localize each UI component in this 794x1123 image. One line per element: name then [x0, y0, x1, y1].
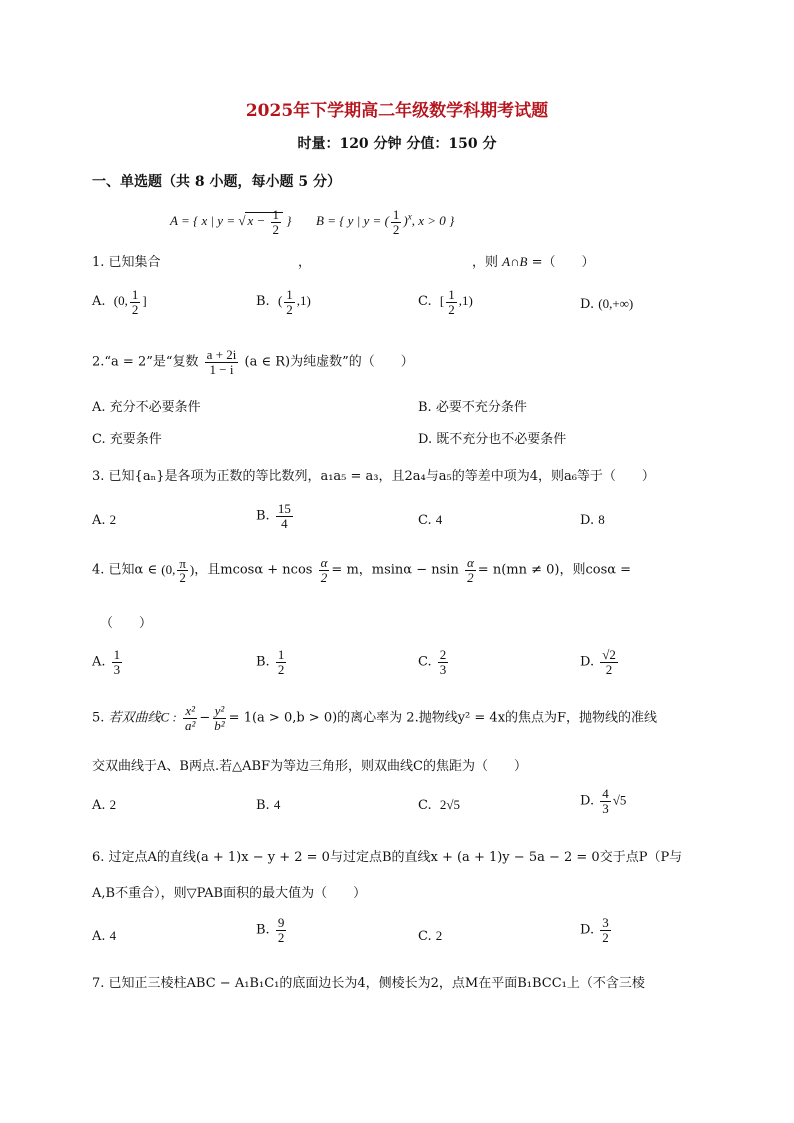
- q1-comma: ，: [298, 255, 312, 270]
- q3-option-b: B. $\frac{15}{4}$: [256, 501, 291, 531]
- q1-option-a: A. (0, $\frac{1}{2}$ ]: [92, 287, 147, 317]
- question-5-line2: 交双曲线于A、B两点.若△ABF为等边三角形，则双曲线C的焦距为（ ）: [92, 759, 527, 774]
- question-7-stem: 7. 已知正三棱柱ABC − A₁B₁C₁的底面边长为4，侧棱长为2，点M在平面B₁BCC₁上（不含三棱: [92, 976, 645, 991]
- question-6-line2: A,B不重合），则▽PAB面积的最大值为（ ）: [92, 886, 367, 901]
- q5-option-b: B. 4: [256, 797, 281, 813]
- q2-option-c: C. 充要条件: [92, 432, 162, 447]
- q6-option-b: B. $\frac{9}{2}$: [256, 915, 285, 945]
- section-heading: 一、单选题（共 8 小题，每小题 5 分）: [92, 174, 341, 190]
- q4-answer-blank: （ ）: [100, 616, 153, 631]
- q1-option-c: C. [ $\frac{1}{2}$ ,1): [418, 287, 473, 317]
- exam-subtitle: 时量：120 分钟 分值：150 分: [297, 136, 497, 152]
- q5-option-d: D. $\frac{4}{3}$ √5: [580, 786, 627, 816]
- question-5-stem: 5. 若双曲线C : $\frac{\text{x²}}{\text{a²}}$ − $\frac{\text{y²}}{\text{b²}}$ = 1(a > 0,b > 0)的离心率为 2.抛物线y² = 4x的焦点为F，抛物线的准线: [92, 703, 658, 733]
- q1-set-b: B = { y | y = ( $\frac{1}{2}$ )$^x$, x > 0 }: [316, 207, 455, 237]
- q2-option-a: A. 充分不必要条件: [92, 400, 201, 415]
- q3-option-a: A. 2: [92, 512, 117, 528]
- q2-option-b: B. 必要不充分条件: [418, 400, 527, 415]
- q1-set-a: A = { x | y = √ x − $\frac{1}{2}$ }: [170, 207, 292, 237]
- question-1-stem: 1. 已知集合: [92, 255, 161, 270]
- question-6-stem: 6. 过定点A的直线(a + 1)x − y + 2 = 0与过定点B的直线x + (a + 1)y − 5a − 2 = 0交于点P（P与: [92, 850, 683, 865]
- q4-option-c: C. $\frac{2}{3}$: [418, 647, 447, 677]
- question-4-stem: 4. 已知α ∈ (0, $\frac{\pi}{2}$ )，且mcosα + ncos $\frac{\alpha}{2}$ = m，msinα − nsin $\frac{\alpha}{2}$ = n(mn ≠ 0)，则cosα =: [92, 555, 632, 586]
- q6-option-c: C. 2: [418, 928, 443, 944]
- q5-option-c: C. 2√5: [418, 797, 461, 813]
- q3-option-d: D. 8: [580, 512, 605, 528]
- q2-option-d: D. 既不充分也不必要条件: [418, 432, 567, 447]
- exam-title: 2025年下学期高二年级数学科期考试题: [245, 101, 549, 121]
- q4-option-a: A. $\frac{1}{3}$: [92, 647, 121, 677]
- q4-option-b: B. $\frac{1}{2}$: [256, 647, 285, 677]
- q4-option-d: D. $\frac{√2}{2}$: [580, 647, 616, 677]
- question-2-stem: 2.“a = 2”是“复数 $\frac{a + 2i}{1 - i}$ (a ∈ R)为纯虚数”的（ ）: [92, 347, 414, 377]
- q6-option-a: A. 4: [92, 928, 117, 944]
- q6-option-d: D. $\frac{3}{2}$: [580, 915, 609, 945]
- q1-option-d: D. (0,+∞): [580, 296, 634, 312]
- question-3-stem: 3. 已知{aₙ}是各项为正数的等比数列，a₁a₅ = a₃，且2a₄与a₅的等差中项为4，则a₆等于（ ）: [92, 469, 655, 484]
- q1-tail: ，则 A∩B =（ ）: [472, 254, 595, 270]
- q3-option-c: C. 4: [418, 512, 443, 528]
- q1-option-b: B. ( $\frac{1}{2}$ ,1): [256, 287, 311, 317]
- q5-option-a: A. 2: [92, 797, 117, 813]
